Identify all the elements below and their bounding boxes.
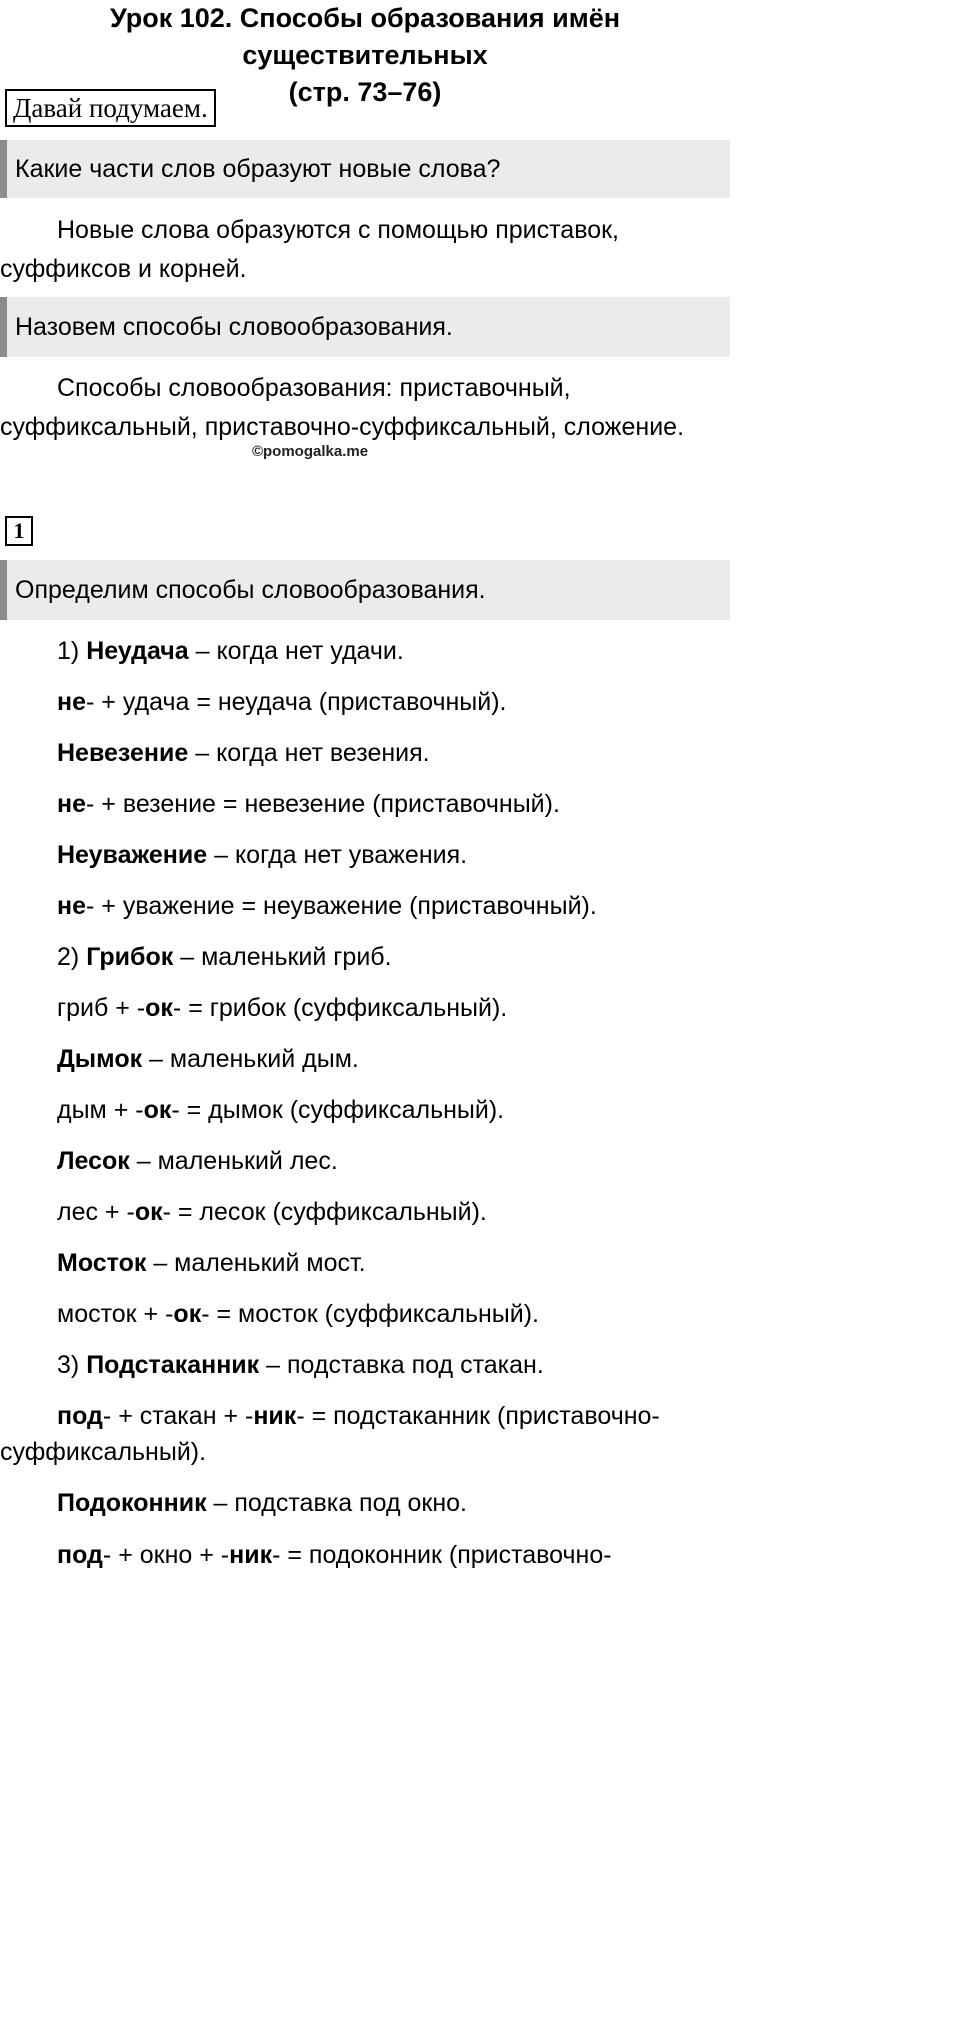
line-rest: - = дымок (суффиксальный).: [171, 1096, 505, 1124]
answer-line: [57, 1042, 359, 1076]
line-rest: – маленький лес.: [129, 1147, 338, 1175]
line-bold: Грибок: [86, 943, 174, 971]
watermark: ©pomogalka.me: [251, 443, 369, 460]
line-pre: мосток + -: [57, 1300, 174, 1328]
question-callout-1: [0, 140, 730, 198]
answer-line: [57, 736, 430, 770]
line-bold: под: [57, 1541, 103, 1569]
answer-line: [57, 1348, 544, 1382]
answer-line: [57, 1486, 467, 1520]
line-rest: - = мосток (суффиксальный).: [201, 1300, 539, 1328]
line-rest: – когда нет везения.: [188, 739, 430, 767]
task-prompt-text: Определим способы словообразования.: [15, 576, 486, 604]
line-pre: гриб + -: [57, 994, 146, 1022]
answer-line: [57, 1144, 338, 1178]
line-bold: Неуважение: [57, 841, 208, 869]
task-number-box: 1: [5, 516, 33, 546]
line-rest: - = лесок (суффиксальный).: [162, 1198, 487, 1226]
answer-line: [57, 838, 467, 872]
line-mid: - + окно + -: [102, 1541, 230, 1569]
answer-line: [57, 1246, 366, 1280]
lesson-title-line2: (стр. 73–76): [288, 77, 442, 107]
answer-line: [57, 685, 506, 719]
answer-line: [57, 1297, 539, 1331]
task-prompt-callout: [0, 560, 730, 620]
line-prefix: 3): [57, 1351, 87, 1379]
answer-line: [57, 1538, 612, 1572]
line-bold: не: [57, 892, 87, 920]
answer-line: [57, 1093, 504, 1127]
answer-line: [57, 787, 560, 821]
line-bold: Подоконник: [57, 1489, 207, 1517]
answer-line: [57, 991, 507, 1025]
line-rest: – подставка под окно.: [206, 1489, 467, 1517]
line-bold: ок: [134, 1198, 163, 1226]
answer-line: [57, 634, 404, 668]
line-bold: не: [57, 790, 87, 818]
answer-1: Новые слова образуются с помощью приставок, суффиксов и корней.: [0, 216, 619, 283]
line-rest: - = подоконник (приставочно-: [272, 1541, 612, 1569]
line-bold: ок: [173, 1300, 202, 1328]
question-1-text: Какие части слов образуют новые слова?: [15, 155, 501, 183]
line-bold: под: [57, 1402, 103, 1430]
line-mid: - + стакан + -: [102, 1402, 254, 1430]
line-bold: ник: [229, 1541, 273, 1569]
line-bold: ник: [253, 1402, 297, 1430]
line-rest: - = подстаканник (приставочно-суффиксальный).: [0, 1402, 660, 1466]
line-bold: Лесок: [57, 1147, 130, 1175]
line-pre: дым + -: [57, 1096, 144, 1124]
line-bold: Подстаканник: [86, 1351, 260, 1379]
answer-wrapped-line: [0, 1398, 726, 1470]
line-bold: Невезение: [57, 739, 189, 767]
line-bold: Дымок: [57, 1045, 143, 1073]
line-rest: - = грибок (суффиксальный).: [172, 994, 508, 1022]
lesson-title-line1: Урок 102. Способы образования имён существительных: [109, 3, 621, 70]
line-bold: ок: [143, 1096, 172, 1124]
line-rest: - + везение = невезение (приставочный).: [86, 790, 560, 818]
line-pre: лес + -: [57, 1198, 135, 1226]
question-2-text: Назовем способы словообразования.: [15, 313, 453, 341]
line-rest: – маленький мост.: [146, 1249, 366, 1277]
line-rest: – когда нет удачи.: [188, 637, 404, 665]
line-rest: – когда нет уважения.: [207, 841, 468, 869]
line-rest: – подставка под стакан.: [259, 1351, 544, 1379]
line-rest: - + удача = неудача (приставочный).: [86, 688, 507, 716]
line-prefix: 1): [57, 637, 87, 665]
line-bold: Мосток: [57, 1249, 147, 1277]
line-rest: – маленький дым.: [142, 1045, 359, 1073]
line-bold: не: [57, 688, 87, 716]
answer-line: [57, 940, 392, 974]
line-rest: – маленький гриб.: [173, 943, 392, 971]
answer-line: [57, 889, 597, 923]
answer-2: Способы словообразования: приставочный, суффиксальный, приставочно-суффиксальный, сложение.: [0, 374, 685, 441]
line-bold: ок: [145, 994, 173, 1022]
line-prefix: 2): [57, 943, 87, 971]
think-label: Давай подумаем.: [5, 89, 216, 127]
line-bold: Неудача: [86, 637, 189, 665]
answer-line: [57, 1195, 487, 1229]
line-rest: - + уважение = неуважение (приставочный).: [86, 892, 597, 920]
question-callout-2: [0, 297, 730, 357]
